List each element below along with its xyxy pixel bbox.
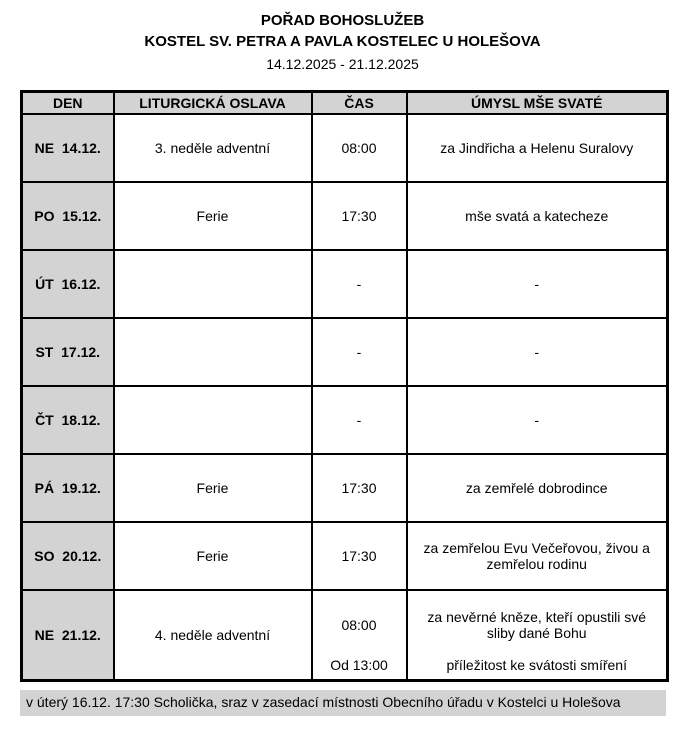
time-cell: 17:30 <box>312 182 407 250</box>
table-row <box>22 182 668 250</box>
day-cell: NE 21.12. <box>22 590 114 681</box>
page-subtitle: KOSTEL SV. PETRA A PAVLA KOSTELEC U HOLEŠOVA <box>144 33 541 50</box>
time-cell: 17:30 <box>312 454 407 522</box>
table-row <box>22 250 668 318</box>
day-cell: ČT 18.12. <box>22 386 114 454</box>
day-cell: PÁ 19.12. <box>22 454 114 522</box>
column-header-umysl: ÚMYSL MŠE SVATÉ <box>407 92 668 114</box>
time-cell: 08:00 <box>312 114 407 182</box>
day-cell: NE 14.12. <box>22 114 114 182</box>
intention-cell: za Jindřicha a Helenu Suralovy <box>407 114 668 182</box>
time-cell: 17:30 <box>312 522 407 590</box>
table-header-row <box>22 92 668 114</box>
celebration-cell: 4. neděle adventní <box>114 590 312 681</box>
time-second: Od 13:00 <box>330 656 388 673</box>
celebration-cell <box>114 250 312 318</box>
celebration-cell <box>114 318 312 386</box>
day-cell: ST 17.12. <box>22 318 114 386</box>
celebration-cell: Ferie <box>114 182 312 250</box>
intention-cell: - <box>407 386 668 454</box>
celebration-cell: Ferie <box>114 454 312 522</box>
intention-cell: - <box>407 318 668 386</box>
table-row <box>22 454 668 522</box>
column-header-cas: ČAS <box>312 92 407 114</box>
date-range: 14.12.2025 - 21.12.2025 <box>266 56 419 72</box>
table-row <box>22 114 668 182</box>
time-cell: - <box>312 318 407 386</box>
table-row <box>22 522 668 590</box>
intention-cell: za zemřelé dobrodince <box>407 454 668 522</box>
time-cell <box>312 590 407 681</box>
schedule-table <box>20 90 669 682</box>
intention-cell: - <box>407 250 668 318</box>
intention-cell: mše svatá a katecheze <box>407 182 668 250</box>
day-cell: PO 15.12. <box>22 182 114 250</box>
table-row <box>22 590 668 681</box>
intention-first: za nevěrné kněze, kteří opustili své sliby dané Bohu <box>427 608 647 641</box>
document-header <box>0 0 685 74</box>
page-title: POŘAD BOHOSLUŽEB <box>260 12 425 29</box>
column-header-liturgicka-oslava: LITURGICKÁ OSLAVA <box>114 92 312 114</box>
intention-cell <box>407 590 668 681</box>
time-cell: - <box>312 386 407 454</box>
schedule-body <box>22 114 668 681</box>
celebration-cell: 3. neděle adventní <box>114 114 312 182</box>
intention-second: příležitost ke svátosti smíření <box>446 656 627 673</box>
column-header-den: DEN <box>22 92 114 114</box>
day-cell: ÚT 16.12. <box>22 250 114 318</box>
table-row <box>22 318 668 386</box>
time-cell: - <box>312 250 407 318</box>
intention-cell: za zemřelou Evu Večeřovou, živou a zemřelou rodinu <box>407 522 668 590</box>
celebration-cell: Ferie <box>114 522 312 590</box>
time-first: 08:00 <box>341 616 377 633</box>
table-row <box>22 386 668 454</box>
day-cell: SO 20.12. <box>22 522 114 590</box>
celebration-cell <box>114 386 312 454</box>
footer-note: v úterý 16.12. 17:30 Scholička, sraz v zasedací místnosti Obecního úřadu v Kostelci u Holešova <box>20 690 666 716</box>
